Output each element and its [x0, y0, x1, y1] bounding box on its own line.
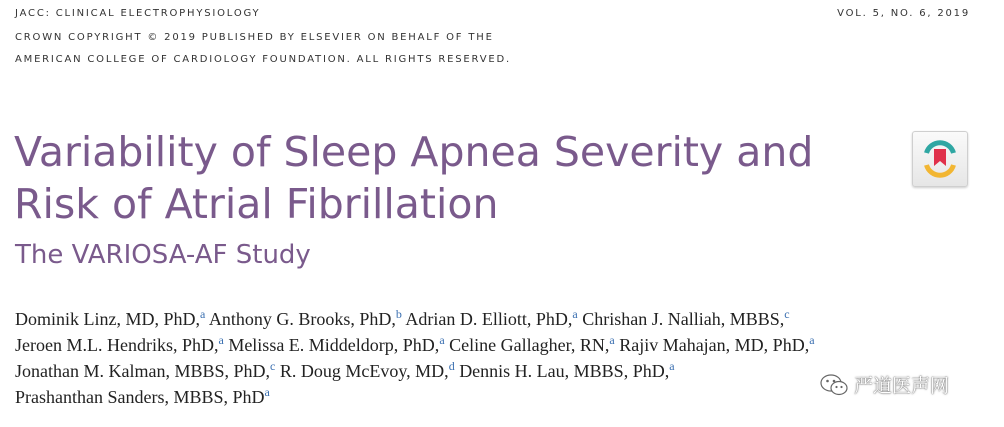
- author: Anthony G. Brooks, PhD,$^b$: [208, 307, 402, 329]
- affiliation-marker[interactable]: a: [200, 307, 206, 321]
- author: Adrian D. Elliott, PhD,$^a$: [405, 307, 578, 329]
- article-title-line-1: Variability of Sleep Apnea Severity and: [14, 128, 814, 176]
- author: Prashanthan Sanders, MBBS, PhD$^a$: [15, 385, 270, 407]
- author: Rajiv Mahajan, MD, PhD,$^a$: [619, 333, 815, 355]
- author: Dennis H. Lau, MBBS, PhD,$^a$: [459, 359, 675, 381]
- affiliation-marker[interactable]: a: [809, 333, 815, 347]
- journal-name: JACC: CLINICAL ELECTROPHYSIOLOGY: [15, 8, 261, 19]
- author-line: [15, 332, 815, 358]
- author: Dominik Linz, MD, PhD,$^a$: [15, 307, 206, 329]
- crossmark-button[interactable]: [912, 131, 968, 187]
- author: Celine Gallagher, RN,$^a$: [449, 333, 615, 355]
- author: Jonathan M. Kalman, MBBS, PhD,$^c$: [15, 359, 276, 381]
- affiliation-marker[interactable]: a: [264, 385, 270, 399]
- crossmark-icon: [913, 132, 967, 186]
- affiliation-marker[interactable]: a: [572, 307, 578, 321]
- author: Chrishan J. Nalliah, MBBS,$^c$: [582, 307, 790, 329]
- affiliation-marker[interactable]: b: [395, 307, 402, 321]
- author: R. Doug McEvoy, MD,$^d$: [279, 359, 455, 381]
- copyright-line-2: AMERICAN COLLEGE OF CARDIOLOGY FOUNDATION. ALL RIGHTS RESERVED.: [15, 54, 511, 65]
- watermark-text: 严道医声网: [854, 375, 950, 397]
- affiliation-marker[interactable]: a: [218, 333, 224, 347]
- affiliation-marker[interactable]: a: [439, 333, 445, 347]
- author-line: [15, 306, 815, 332]
- author-list: [15, 306, 815, 410]
- copyright-line-1: CROWN COPYRIGHT © 2019 PUBLISHED BY ELSEVIER ON BEHALF OF THE: [15, 32, 494, 43]
- affiliation-marker[interactable]: c: [784, 307, 790, 321]
- affiliation-marker[interactable]: a: [669, 359, 675, 373]
- volume-info: VOL. 5, NO. 6, 2019: [837, 8, 970, 19]
- author: Melissa E. Middeldorp, PhD,$^a$: [228, 333, 445, 355]
- article-subtitle: The VARIOSA-AF Study: [15, 240, 311, 270]
- affiliation-marker[interactable]: c: [270, 359, 276, 373]
- wechat-icon: [820, 373, 848, 397]
- article-title-line-2: Risk of Atrial Fibrillation: [14, 180, 499, 228]
- affiliation-marker[interactable]: d: [448, 359, 455, 373]
- affiliation-marker[interactable]: a: [609, 333, 615, 347]
- article-title: [14, 126, 813, 230]
- author-line: [15, 358, 815, 384]
- watermark: [820, 371, 949, 398]
- author-line: [15, 384, 815, 410]
- author: Jeroen M.L. Hendriks, PhD,$^a$: [15, 333, 224, 355]
